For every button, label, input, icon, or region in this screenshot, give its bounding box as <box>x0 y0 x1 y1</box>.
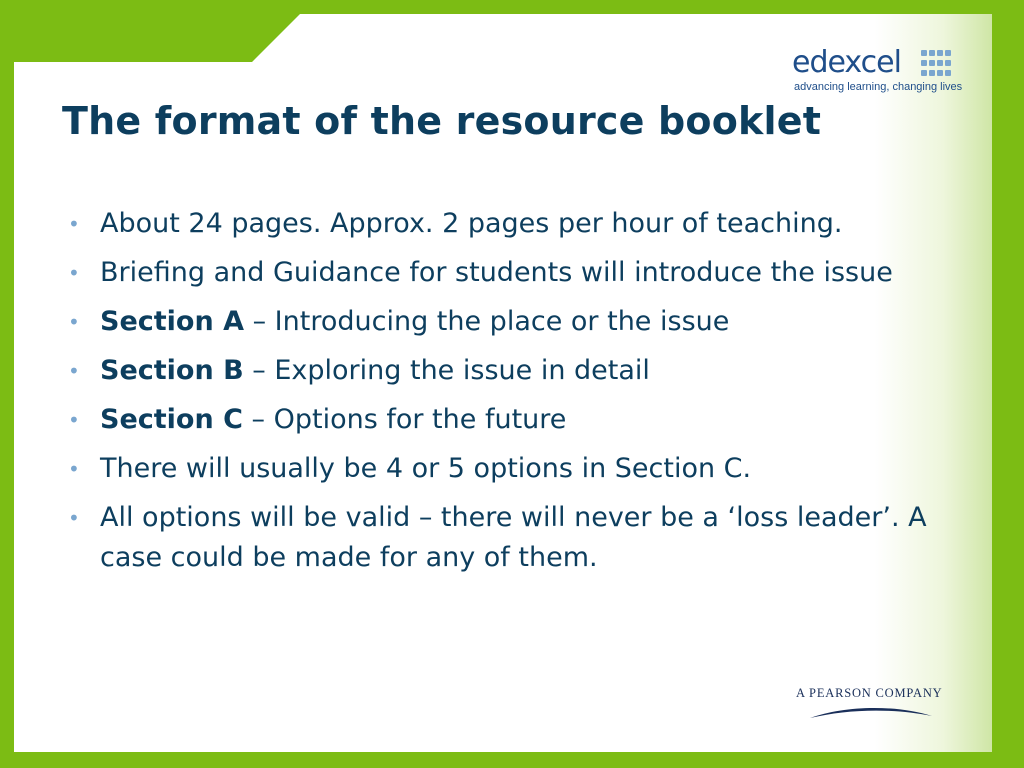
bullet-text: Briefing and Guidance for students will introduce the issue <box>100 257 893 288</box>
bullet-dot-icon: • <box>68 506 80 530</box>
bullet-dot-icon: • <box>68 310 80 334</box>
bullet-item <box>60 204 940 244</box>
bullet-item <box>60 302 940 342</box>
pearson-swoosh-icon <box>808 704 934 720</box>
bullet-text: About 24 pages. Approx. 2 pages per hour of teaching. <box>100 208 843 239</box>
bullet-dot-icon: • <box>68 408 80 432</box>
bullet-item <box>60 400 940 440</box>
bullet-text: – Exploring the issue in detail <box>243 355 650 386</box>
edexcel-wordmark: edexcel <box>792 45 901 80</box>
bullet-dot-icon: • <box>68 261 80 285</box>
bullet-dot-icon: • <box>68 212 80 236</box>
pearson-logo <box>796 686 956 726</box>
edexcel-tagline: advancing learning, changing lives <box>794 81 963 93</box>
edexcel-logo <box>792 46 962 96</box>
bullet-text: There will usually be 4 or 5 options in Section C. <box>100 453 752 484</box>
bullet-text: – Introducing the place or the issue <box>244 306 730 337</box>
bullet-list <box>60 204 940 587</box>
bullet-item <box>60 449 940 489</box>
bullet-bold-lead: Section C <box>100 404 243 435</box>
bullet-item <box>60 253 940 293</box>
pearson-wordmark: A PEARSON COMPANY <box>796 686 943 700</box>
bullet-item <box>60 498 940 578</box>
bullet-item <box>60 351 940 391</box>
bullet-text: All options will be valid – there will never be a ‘loss leader’. A case could be made for any of them. <box>100 502 927 573</box>
bullet-dot-icon: • <box>68 457 80 481</box>
bullet-dot-icon: • <box>68 359 80 383</box>
slide-title: The format of the resource booklet <box>62 99 822 143</box>
bullet-bold-lead: Section B <box>100 355 244 386</box>
bullet-bold-lead: Section A <box>100 306 244 337</box>
bullet-text: – Options for the future <box>242 404 567 435</box>
edexcel-grid-icon <box>921 50 951 76</box>
